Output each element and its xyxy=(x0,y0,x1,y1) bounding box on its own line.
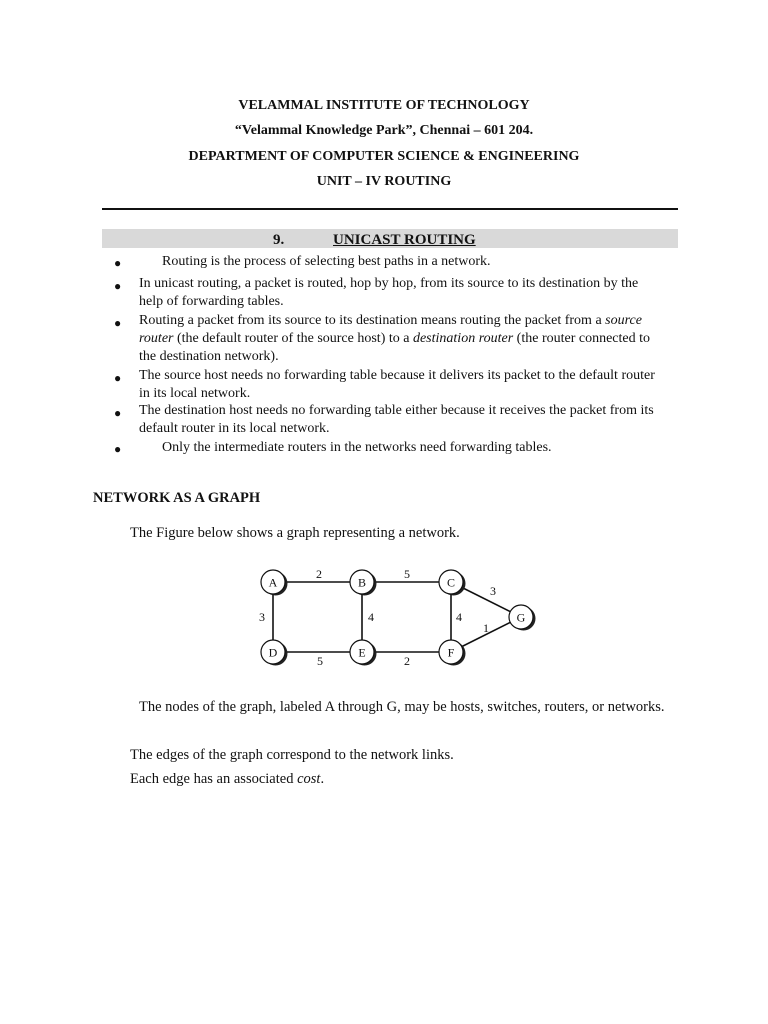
bullet-text-part: Routing a packet from its source to its destination means routing the packet from a xyxy=(139,313,606,328)
bullet-text-part: (the router connected to the destination network). xyxy=(139,331,650,364)
bullet-item: Routing is the process of selecting best paths in a network. xyxy=(162,254,491,269)
edge-cost-label: 4 xyxy=(456,610,462,624)
network-heading: NETWORK AS A GRAPH xyxy=(93,490,261,506)
bullet-emphasis: destination router xyxy=(412,331,514,346)
bullet-item: The destination host needs no forwarding table either because it receives the packet from its default router in its local network. xyxy=(139,403,654,436)
nodes-description: The nodes of the graph, labeled A through G, may be hosts, switches, routers, or networks. xyxy=(139,699,665,715)
network-graph xyxy=(248,560,548,675)
bullet-item: Only the intermediate routers in the networks need forwarding tables. xyxy=(162,440,552,455)
node-label: F xyxy=(447,645,455,660)
node-label: D xyxy=(268,645,278,660)
graph-intro-text: The Figure below shows a graph representing a network. xyxy=(130,525,460,541)
institute-name: VELAMMAL INSTITUTE OF TECHNOLOGY xyxy=(238,98,530,113)
bullet-item: The source host needs no forwarding table because it delivers its packet to the default router in its local network. xyxy=(139,368,655,401)
edge-cost-label: 3 xyxy=(259,610,265,624)
department-name: DEPARTMENT OF COMPUTER SCIENCE & ENGINEERING xyxy=(188,149,580,164)
edge-cost-label: 2 xyxy=(316,567,322,581)
institute-address: “Velammal Knowledge Park”, Chennai – 601 204. xyxy=(234,123,534,138)
node-label: G xyxy=(516,610,526,625)
edge-cost-label: 2 xyxy=(404,654,410,668)
edges-description: The edges of the graph correspond to the network links. xyxy=(130,747,454,763)
node-label: B xyxy=(357,575,367,590)
node-label: E xyxy=(358,645,366,660)
bullet-dot: ● xyxy=(114,279,122,293)
edge-cost-label: 1 xyxy=(483,621,489,635)
cost-description xyxy=(130,768,324,790)
node-label: C xyxy=(446,575,456,590)
edge-cost-label: 5 xyxy=(317,654,323,668)
unit-title: UNIT – IV ROUTING xyxy=(316,174,452,189)
bullet-emphasis: source router xyxy=(139,313,642,346)
bullet-item: In unicast routing, a packet is routed, hop by hop, from its source to its destination by the help of forwarding tables. xyxy=(139,276,639,309)
bullet-item xyxy=(139,312,659,366)
edge-cost-label: 4 xyxy=(368,610,374,624)
cost-text-emphasis: cost xyxy=(297,771,321,787)
bullet-dot: ● xyxy=(114,371,122,385)
header-divider xyxy=(102,208,678,210)
section-title: UNICAST ROUTING xyxy=(333,232,476,248)
bullet-dot: ● xyxy=(114,256,122,270)
edge-cost-label: 3 xyxy=(490,584,496,598)
section-number: 9. xyxy=(273,232,285,248)
bullet-dot: ● xyxy=(114,406,122,420)
edge-cost-label: 5 xyxy=(404,567,410,581)
node-label: A xyxy=(268,575,278,590)
cost-text-suffix: . xyxy=(320,771,325,787)
cost-text-prefix: Each edge has an associated xyxy=(130,771,298,787)
bullet-dot: ● xyxy=(114,316,122,330)
bullet-text-part: (the default router of the source host) to a xyxy=(173,331,413,346)
bullet-dot: ● xyxy=(114,442,122,456)
